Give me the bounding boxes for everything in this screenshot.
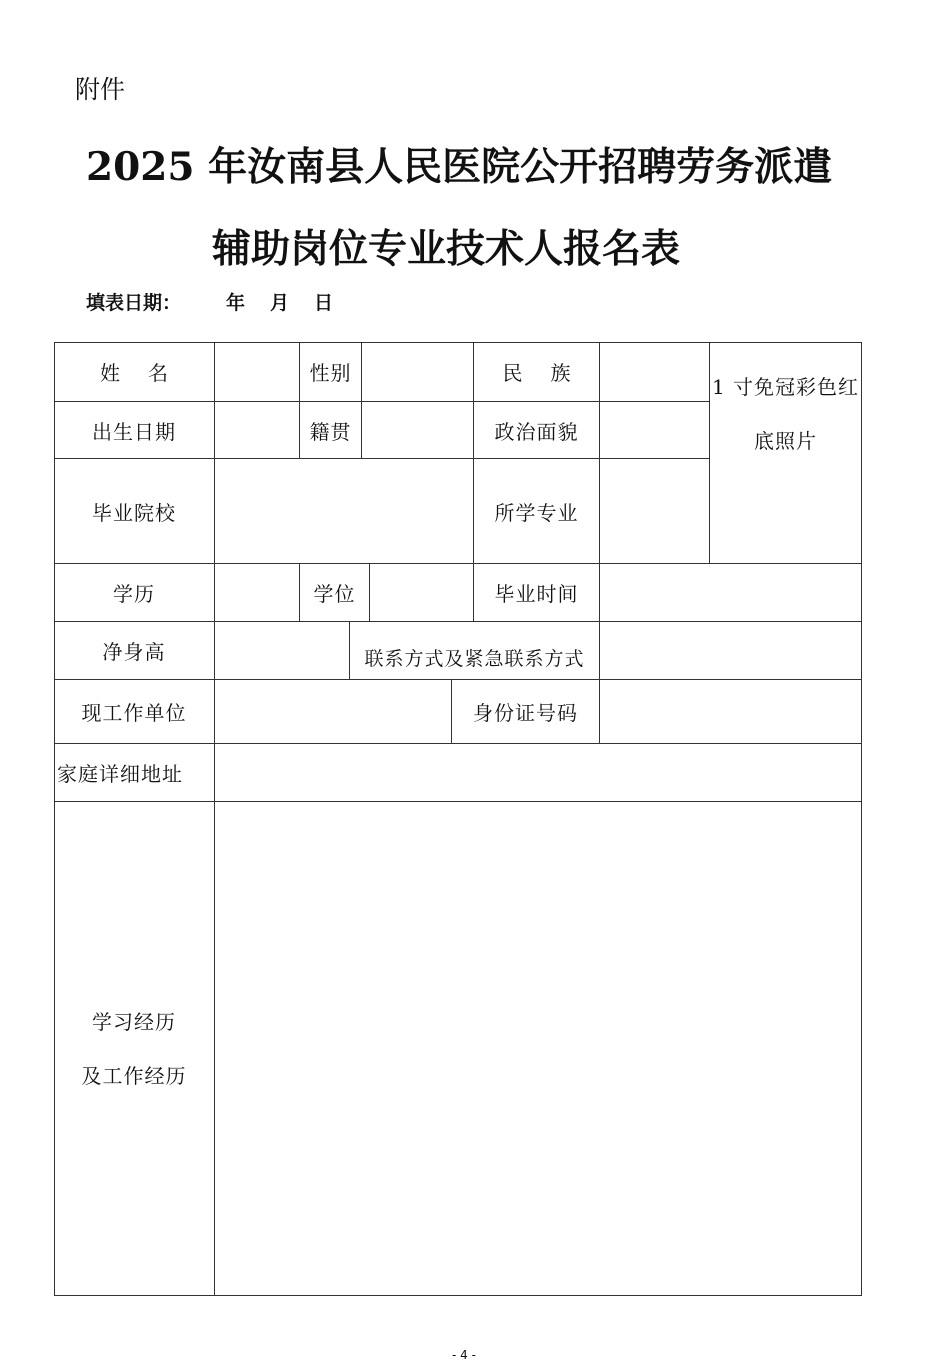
experience-label-line2: 及工作经历	[81, 1063, 187, 1088]
form-title-line2: 辅助岗位专业技术人报名表	[212, 226, 681, 272]
birth-date-input[interactable]	[215, 402, 300, 459]
ethnicity-input[interactable]	[600, 342, 710, 402]
id-number-label: 身份证号码	[452, 680, 600, 744]
fill-date-month[interactable]: 月	[270, 292, 290, 314]
attachment-label: 附件	[75, 75, 126, 104]
gender-input[interactable]	[362, 342, 474, 402]
degree-label: 学位	[300, 564, 370, 622]
photo-instruction-line2: 底照片	[754, 429, 817, 453]
photo-instruction-line1: 1 寸免冠彩色红	[711, 375, 860, 399]
name-input[interactable]	[215, 342, 300, 402]
name-label: 姓名	[54, 342, 215, 402]
form-title-line1: 2025 年汝南县人民医院公开招聘劳务派遣	[86, 144, 833, 190]
major-label: 所学专业	[474, 459, 600, 564]
registration-form-table	[54, 342, 862, 1296]
graduate-school-label: 毕业院校	[54, 459, 215, 564]
political-status-label: 政治面貌	[474, 402, 600, 459]
gender-label: 性别	[300, 342, 362, 402]
fill-date-label: 填表日期：	[86, 292, 182, 314]
height-label: 净身高	[54, 622, 215, 680]
native-place-input[interactable]	[362, 402, 474, 459]
experience-input[interactable]	[215, 802, 862, 1296]
photo-box[interactable]	[710, 342, 862, 564]
home-address-input[interactable]	[215, 744, 862, 802]
contact-label: 联系方式及紧急联系方式	[350, 622, 600, 680]
home-address-label: 家庭详细地址	[54, 744, 215, 802]
height-input[interactable]	[215, 622, 350, 680]
fill-date-line	[86, 288, 333, 315]
fill-date-year[interactable]: 年	[226, 292, 246, 314]
contact-input[interactable]	[600, 622, 862, 680]
education-input[interactable]	[215, 564, 300, 622]
graduation-time-label: 毕业时间	[474, 564, 600, 622]
current-employer-input[interactable]	[215, 680, 452, 744]
current-employer-label: 现工作单位	[54, 680, 215, 744]
degree-input[interactable]	[370, 564, 474, 622]
birth-date-label: 出生日期	[54, 402, 215, 459]
ethnicity-label: 民族	[474, 342, 600, 402]
graduate-school-input[interactable]	[215, 459, 474, 564]
political-status-input[interactable]	[600, 402, 710, 459]
fill-date-day[interactable]: 日	[314, 292, 334, 314]
native-place-label: 籍贯	[300, 402, 362, 459]
graduation-time-input[interactable]	[600, 564, 862, 622]
experience-label	[54, 802, 215, 1296]
page-number: - 4 -	[452, 1348, 476, 1362]
major-input[interactable]	[600, 459, 710, 564]
experience-label-line1: 学习经历	[92, 1009, 176, 1034]
id-number-input[interactable]	[600, 680, 862, 744]
education-label: 学历	[54, 564, 215, 622]
